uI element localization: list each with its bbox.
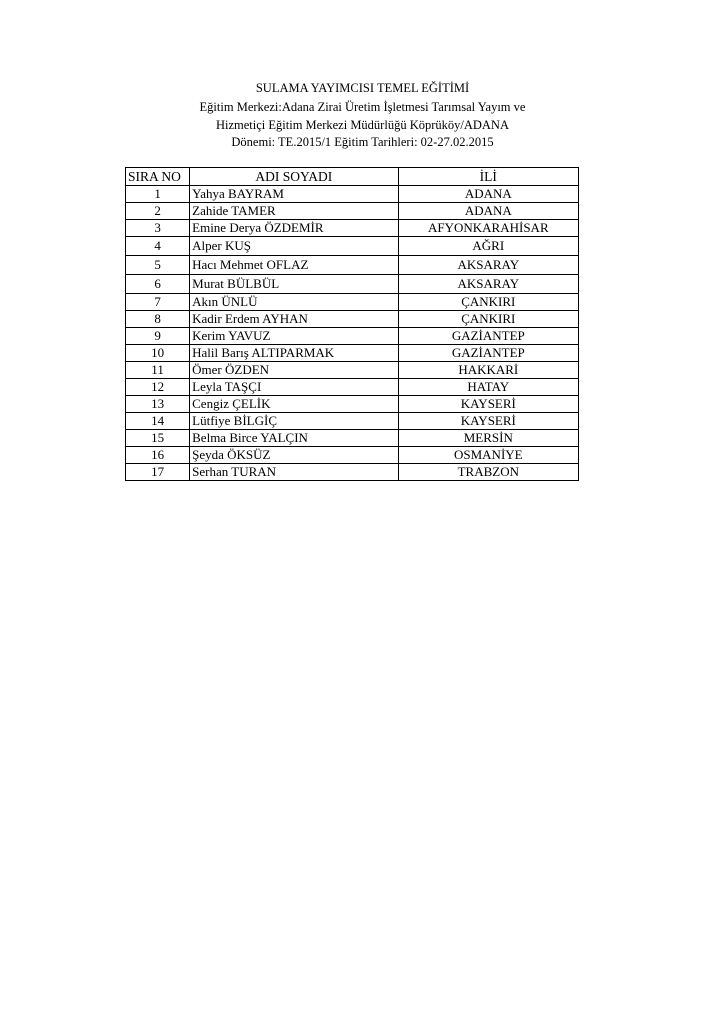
row-number-cell: 3: [126, 220, 190, 237]
document-title: SULAMA YAYIMCISI TEMEL EĞİTİMİ: [255, 81, 470, 95]
row-number-cell: 17: [126, 464, 190, 481]
training-directorate-line: Hizmetiçi Eğitim Merkezi Müdürlüğü Köprüköy/ADANA: [215, 118, 509, 132]
row-number-cell: 2: [126, 203, 190, 220]
column-header-sira-no: SIRA NO: [126, 168, 190, 186]
row-number-cell: 10: [126, 345, 190, 362]
table-row: [126, 396, 579, 413]
table-row: [126, 237, 579, 256]
table-row: [126, 447, 579, 464]
table-row: [126, 430, 579, 447]
participant-city-cell: TRABZON: [398, 464, 578, 481]
period-dates-line: Dönemi: TE.2015/1 Eğitim Tarihleri: 02-27.02.2015: [231, 134, 494, 149]
participant-city-cell: MERSİN: [398, 430, 578, 447]
participant-name-cell: Cengiz ÇELİK: [190, 396, 398, 413]
table-row: [126, 311, 579, 328]
table-row: [126, 275, 579, 294]
participant-table: [125, 167, 579, 481]
row-number-cell: 13: [126, 396, 190, 413]
participant-name-cell: Lütfiye BİLGİÇ: [190, 413, 398, 430]
table-row: [126, 203, 579, 220]
participant-name-cell: Serhan TURAN: [190, 464, 398, 481]
participant-name-cell: Hacı Mehmet OFLAZ: [190, 256, 398, 275]
participant-city-cell: HAKKARİ: [398, 362, 578, 379]
participant-name-cell: Belma Birce YALÇIN: [190, 430, 398, 447]
row-number-cell: 6: [126, 275, 190, 294]
table-row: [126, 379, 579, 396]
table-row: [126, 464, 579, 481]
participant-city-cell: GAZİANTEP: [398, 328, 578, 345]
participant-name-cell: Ömer ÖZDEN: [190, 362, 398, 379]
row-number-cell: 9: [126, 328, 190, 345]
table-row: [126, 362, 579, 379]
participant-name-cell: Yahya BAYRAM: [190, 186, 398, 203]
participant-city-cell: OSMANİYE: [398, 447, 578, 464]
table-body: [126, 186, 579, 481]
table-row: [126, 345, 579, 362]
participant-city-cell: AKSARAY: [398, 256, 578, 275]
participant-city-cell: ÇANKIRI: [398, 311, 578, 328]
participant-name-cell: Alper KUŞ: [190, 237, 398, 256]
row-number-cell: 1: [126, 186, 190, 203]
participant-name-cell: Kerim YAVUZ: [190, 328, 398, 345]
row-number-cell: 15: [126, 430, 190, 447]
participant-city-cell: KAYSERİ: [398, 413, 578, 430]
participant-name-cell: Leyla TAŞÇI: [190, 379, 398, 396]
row-number-cell: 16: [126, 447, 190, 464]
participant-city-cell: AĞRI: [398, 237, 578, 256]
training-center-line: Eğitim Merkezi:Adana Zirai Üretim İşletmesi Tarımsal Yayım ve: [199, 99, 526, 114]
participant-name-cell: Kadir Erdem AYHAN: [190, 311, 398, 328]
table-row: [126, 220, 579, 237]
table-row: [126, 256, 579, 275]
participant-city-cell: ÇANKIRI: [398, 294, 578, 311]
participant-city-cell: ADANA: [398, 203, 578, 220]
participant-city-cell: ADANA: [398, 186, 578, 203]
participant-name-cell: Murat BÜLBÜL: [190, 275, 398, 294]
table-row: [126, 328, 579, 345]
row-number-cell: 12: [126, 379, 190, 396]
row-number-cell: 7: [126, 294, 190, 311]
participant-city-cell: KAYSERİ: [398, 396, 578, 413]
participant-name-cell: Halil Barış ALTIPARMAK: [190, 345, 398, 362]
participant-city-cell: AKSARAY: [398, 275, 578, 294]
table-header-row: [126, 168, 579, 186]
row-number-cell: 8: [126, 311, 190, 328]
row-number-cell: 14: [126, 413, 190, 430]
table-row: [126, 294, 579, 311]
participant-city-cell: HATAY: [398, 379, 578, 396]
participant-name-cell: Akın ÜNLÜ: [190, 294, 398, 311]
table-row: [126, 413, 579, 430]
column-header-adi-soyadi: ADI SOYADI: [190, 168, 398, 186]
document-header: [0, 80, 725, 150]
participant-city-cell: AFYONKARAHİSAR: [398, 220, 578, 237]
participant-name-cell: Emine Derya ÖZDEMİR: [190, 220, 398, 237]
column-header-ili: İLİ: [398, 168, 578, 186]
row-number-cell: 5: [126, 256, 190, 275]
row-number-cell: 4: [126, 237, 190, 256]
participant-name-cell: Zahide TAMER: [190, 203, 398, 220]
participant-name-cell: Şeyda ÖKSÜZ: [190, 447, 398, 464]
table-row: [126, 186, 579, 203]
row-number-cell: 11: [126, 362, 190, 379]
participant-city-cell: GAZİANTEP: [398, 345, 578, 362]
